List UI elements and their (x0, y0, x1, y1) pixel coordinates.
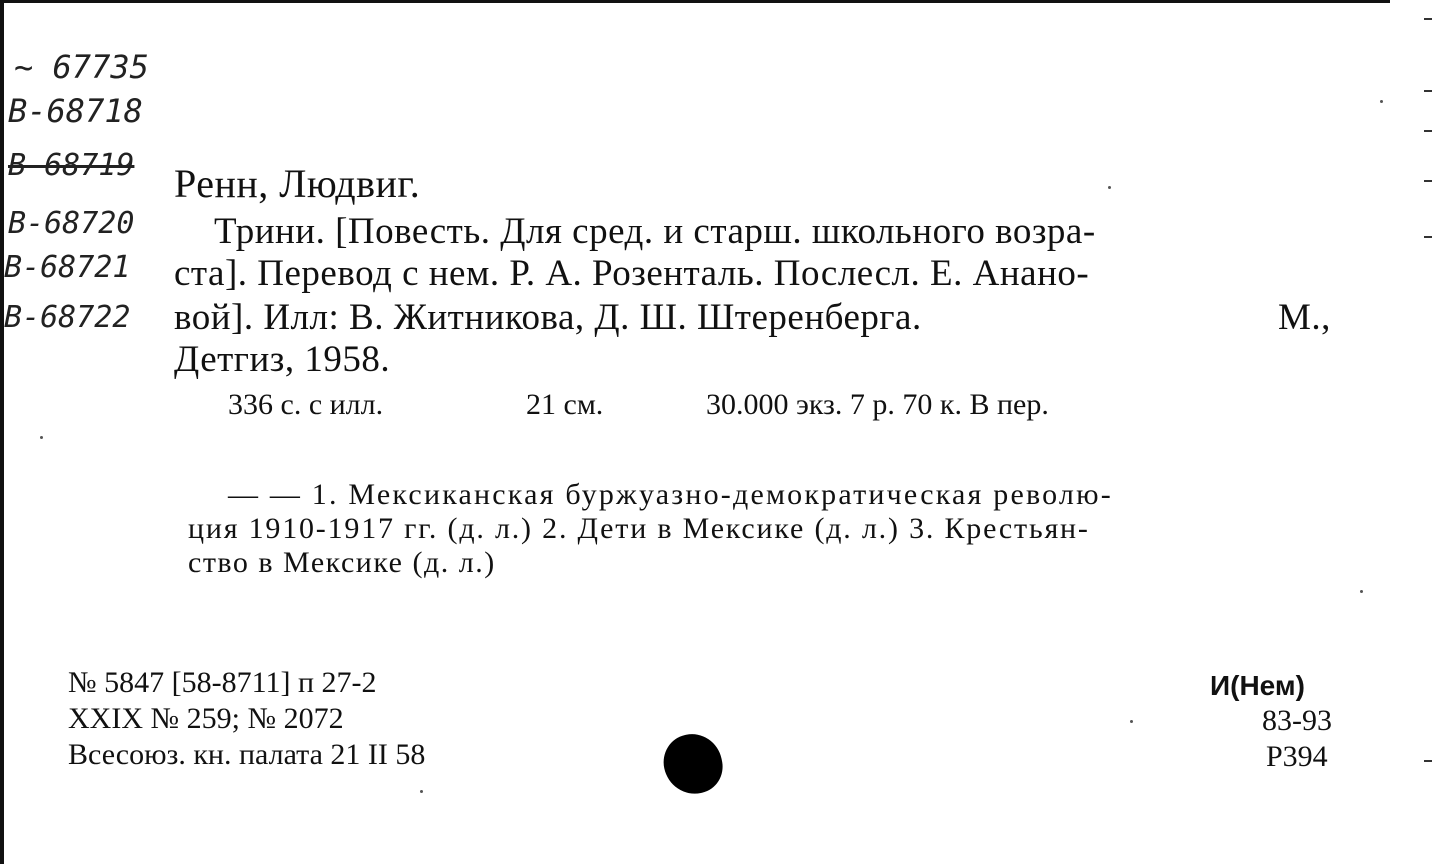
edge-mark (1424, 180, 1432, 182)
subject-line: ство в Мексике (д. л.) (188, 546, 496, 579)
registration-line: Всесоюз. кн. палата 21 II 58 (68, 738, 426, 771)
size-info: 21 см. (526, 388, 604, 421)
dust-speck (420, 790, 423, 793)
author-mark: Р394 (1266, 740, 1328, 773)
dust-speck (1360, 590, 1363, 593)
title-line: Трини. [Повесть. Для сред. и старш. школьного возра- (214, 211, 1096, 252)
inventory-number: В-68721 (4, 250, 131, 285)
ink-blot (658, 729, 727, 800)
inventory-number: В-68719 (8, 148, 135, 183)
inventory-number: ~ 67735 (14, 48, 149, 86)
subject-line: — — 1. Мексиканская буржуазно-демократическая револю- (228, 478, 1113, 511)
inventory-number: В-68718 (8, 92, 143, 130)
copies-price-info: 30.000 экз. 7 р. 70 к. В пер. (706, 388, 1049, 421)
card-top-edge (0, 0, 1390, 3)
dust-speck (1108, 186, 1111, 189)
inventory-number: В-68722 (4, 300, 131, 335)
classification-code: 83-93 (1262, 704, 1332, 737)
classification-code: И(Нем) (1210, 670, 1305, 701)
publication-place: М., (1278, 297, 1331, 338)
dust-speck (40, 436, 43, 439)
subject-line: ция 1910-1917 гг. (д. л.) 2. Дети в Мексике (д. л.) 3. Крестьян- (188, 512, 1090, 545)
dust-speck (1130, 720, 1133, 723)
dust-speck (1380, 100, 1383, 103)
registration-line: XXIX № 259; № 2072 (68, 702, 344, 735)
title-line: Детгиз, 1958. (174, 339, 391, 380)
pages-info: 336 с. с илл. (228, 388, 384, 421)
edge-mark (1424, 760, 1432, 762)
edge-mark (1424, 90, 1432, 92)
inventory-number: В-68720 (8, 206, 135, 241)
author-heading: Ренн, Людвиг. (174, 161, 421, 206)
edge-mark (1424, 236, 1432, 238)
title-line: ста]. Перевод с нем. Р. А. Розенталь. Послесл. Е. Анано- (174, 253, 1090, 294)
edge-mark (1424, 18, 1432, 20)
edge-mark (1424, 130, 1432, 132)
card-left-edge (0, 0, 4, 864)
registration-line: № 5847 [58-8711] п 27-2 (68, 666, 377, 699)
title-line: вой]. Илл: В. Житникова, Д. Ш. Штеренберга. (174, 297, 922, 338)
